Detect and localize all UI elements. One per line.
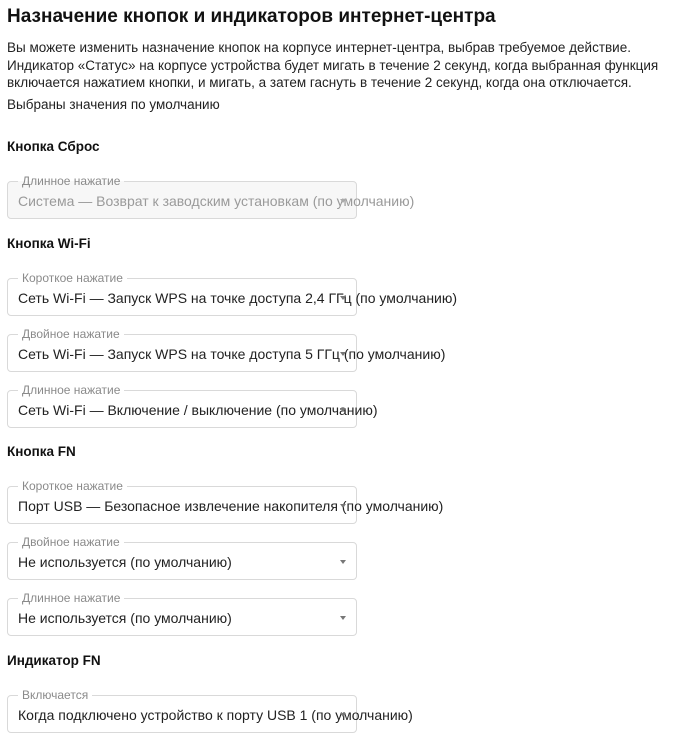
chevron-down-icon — [340, 560, 346, 564]
field-value: Порт USB — Безопасное извлечение накопителя (по умолчанию) — [18, 498, 444, 514]
default-values-note: Выбраны значения по умолчанию — [7, 97, 220, 112]
field-value: Когда подключено устройство к порту USB 1 (по умолчанию) — [18, 707, 413, 723]
page-description: Вы можете изменить назначение кнопок на корпусе интернет-центра, выбрав требуемое действие. Индикатор «Статус» на корпусе устройства будет мигать в течение 2 секунд, когда выбранная функция включается нажатием кнопки, и мигать, а затем гаснуть в течение 2 секунд, когда она отключается. — [7, 40, 659, 90]
chevron-down-icon — [340, 408, 346, 412]
page-title: Назначение кнопок и индикаторов интернет-центра — [7, 6, 496, 27]
fn-short-press-select[interactable] — [7, 479, 444, 524]
field-label: Двойное нажатие — [18, 534, 124, 550]
field-label: Короткое нажатие — [18, 270, 127, 286]
section-heading-wifi: Кнопка Wi-Fi — [7, 236, 91, 251]
field-value: Сеть Wi-Fi — Запуск WPS на точке доступа 5 ГГц (по умолчанию) — [18, 346, 446, 362]
chevron-down-icon — [340, 713, 346, 717]
field-label: Короткое нажатие — [18, 478, 127, 494]
field-label: Двойное нажатие — [18, 326, 124, 342]
field-value: Система — Возврат к заводским установкам (по умолчанию) — [18, 193, 415, 209]
wifi-short-press-select[interactable] — [7, 271, 458, 316]
section-heading-fn: Кнопка FN — [7, 444, 76, 459]
wifi-long-press-select[interactable] — [7, 383, 378, 428]
fn-long-press-select[interactable] — [7, 591, 357, 636]
wifi-double-press-select[interactable] — [7, 327, 446, 372]
chevron-down-icon — [340, 504, 346, 508]
chevron-down-icon — [340, 296, 346, 300]
field-label: Длинное нажатие — [18, 173, 124, 189]
chevron-down-icon — [340, 199, 346, 203]
fn-indicator-select[interactable] — [7, 688, 413, 733]
fn-double-press-select[interactable] — [7, 535, 357, 580]
chevron-down-icon — [340, 352, 346, 356]
section-heading-reset: Кнопка Сброс — [7, 139, 100, 154]
field-value: Сеть Wi-Fi — Включение / выключение (по умолчанию) — [18, 402, 378, 418]
section-heading-fn-indicator: Индикатор FN — [7, 653, 101, 668]
chevron-down-icon — [340, 616, 346, 620]
field-value: Сеть Wi-Fi — Запуск WPS на точке доступа 2,4 ГГц (по умолчанию) — [18, 290, 458, 306]
reset-long-press-select — [7, 174, 415, 219]
field-label: Длинное нажатие — [18, 590, 124, 606]
field-label: Длинное нажатие — [18, 382, 124, 398]
field-value: Не используется (по умолчанию) — [18, 554, 232, 570]
field-label: Включается — [18, 687, 92, 703]
field-value: Не используется (по умолчанию) — [18, 610, 232, 626]
